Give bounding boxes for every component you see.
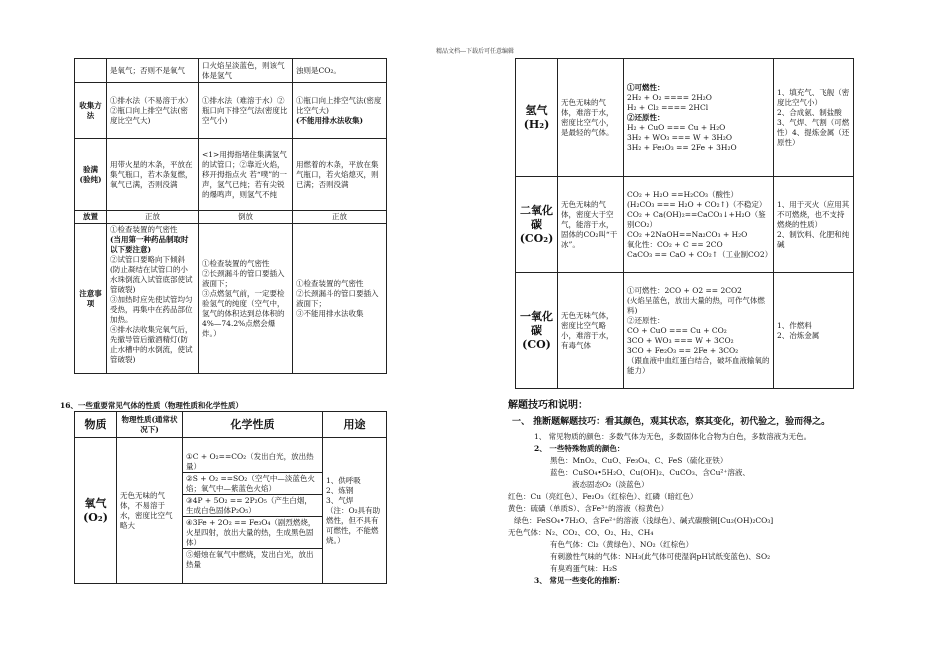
h2-chem-2: 2H₂ + O₂ ==== 2H₂O bbox=[627, 92, 712, 102]
section-16-title: 16、一些重要常见气体的性质（物理性质和化学性质） bbox=[60, 401, 243, 410]
note-o2-4: ③加热时应先使试管均匀受热，再集中在药品部位加热。 bbox=[110, 295, 193, 324]
tips-red: 红色：Cu（亮红色）、Fe₂O₃（红棕色）、红磷（暗红色） bbox=[508, 492, 698, 501]
top-o2: 是氧气；否则不是氧气 bbox=[107, 59, 199, 83]
co-name: 一氧化碳(CO) bbox=[516, 273, 558, 389]
tips-title: 解题技巧和说明： bbox=[508, 400, 588, 411]
tips-item3: 3、 常见一些变化的推断： bbox=[534, 576, 625, 585]
hdr-use: 用途 bbox=[323, 412, 387, 438]
co-use-1: 1、作燃料 bbox=[777, 320, 812, 330]
co2-use-1: 1、用于灭火（应用其不可燃烧，也不支持燃烧的性质） bbox=[777, 199, 850, 229]
note-co2-2: ②长颈漏斗的管口要插入液面下； bbox=[296, 288, 379, 308]
co-chem-6: 3CO + Fe₂O₃ == 2Fe + 3CO₂ bbox=[627, 345, 739, 355]
h2-use-2: 2、合成氨、制盐酸 bbox=[777, 107, 842, 117]
h2-name: 氢气(H₂) bbox=[516, 59, 558, 177]
co2-use-2: 2、制饮料、化肥和纯碱 bbox=[777, 229, 850, 249]
note-o2-1: ①检查装置的气密性 bbox=[110, 225, 178, 234]
tips-item2: 2、 一些特殊物质的颜色： bbox=[534, 444, 625, 453]
tips-green: 绿色：FeSO₄•7H₂O、含Fe²⁺的溶液（浅绿色）、碱式碳酸铜[Cu₂(OH)₂CO₃] bbox=[514, 516, 774, 525]
co2-phys: 无色无味的气体，密度大于空气，能溶于水，固体的CO₂叫“干冰”。 bbox=[558, 177, 624, 273]
co-use-2: 2、冶炼金属 bbox=[777, 330, 820, 340]
o2-chem-3: ③4P + 5O₂ == 2P₂O₅（产生白烟，生成白色固体P₂O₅） bbox=[183, 495, 322, 517]
note-h2-3: ③点燃氢气前，一定要检验氢气的纯度（空气中，氢气的体积达到总体积的4%—74.2%点燃会爆炸。） bbox=[202, 288, 285, 338]
collect-h2: ①排水法（难溶于水）②瓶口向下排空气法(密度比空气小) bbox=[199, 83, 293, 139]
check-o2: 用带火星的木条，平放在集气瓶口，若木条复燃，氧气已满，否则没满 bbox=[107, 139, 199, 211]
h2-chem-1: ①可燃性： bbox=[627, 82, 665, 92]
gas-props-table-right bbox=[515, 58, 854, 389]
collect-label: 收集方法 bbox=[75, 83, 107, 139]
co-chem-1: ①可燃性：2CO + O2 == 2CO2 bbox=[627, 285, 742, 295]
h2-chem-5: H₂ + CuO === Cu + H₂O bbox=[627, 122, 726, 132]
place-label: 放置 bbox=[75, 211, 107, 224]
tips-section bbox=[508, 400, 938, 587]
notes-label: 注意事项 bbox=[75, 224, 107, 374]
co-chem-7: （跟血液中血红蛋白结合，破坏血液输氧的能力） bbox=[627, 355, 770, 375]
o2-use-2: 2、炼钢 bbox=[326, 485, 354, 495]
h2-phys: 无色无味的气体，难溶于水，密度比空气小，是最轻的气体。 bbox=[558, 59, 624, 177]
co2-chem-1: CO₂ + H₂O ==H₂CO₃（酸性） bbox=[627, 189, 739, 199]
hdr-substance: 物质 bbox=[75, 412, 117, 438]
co-chem-3: ②还原性： bbox=[627, 315, 665, 325]
note-co2-3: ③不能用排水法收集 bbox=[296, 308, 364, 318]
collect-o2: ①排水法（不易溶于水）②瓶口向上排空气法(密度比空气大) bbox=[107, 83, 199, 139]
note-co2-1: ①检查装置的气密性 bbox=[296, 278, 364, 288]
h2-use-3: 3、气焊、气割（可燃性）4、提炼金属（还原性） bbox=[777, 117, 850, 147]
page-header: 精品文档---下载后可任意编辑 bbox=[435, 48, 515, 55]
o2-use-3: 3、气焊 bbox=[326, 495, 354, 505]
co2-chem-6: CaCO₃ == CaO + CO₂↑（工业制CO2） bbox=[627, 249, 773, 259]
hdr-physical: 物理性质(通常状况下) bbox=[117, 412, 183, 438]
note-o2-5: ④排水法收集完氧气后，先撤导管后撤酒精灯(防止水槽中的水倒流，使试管破裂) bbox=[110, 325, 193, 364]
co-chem-5: 3CO + WO₃ === W + 3CO₂ bbox=[627, 335, 734, 345]
check-co2: 用燃着的木条，平放在集气瓶口，若火焰熄灭，则已满；否则没满 bbox=[293, 139, 387, 211]
tips-colorless: 无色气体：N₂、CO₂、CO、O₂、H₂、CH₄ bbox=[508, 528, 654, 537]
o2-phys: 无色无味的气体，不易溶于水，密度比空气略大 bbox=[117, 438, 183, 584]
tips-item1: 1、 常见物质的颜色：多数气体为无色，多数固体化合物为白色，多数溶液为无色。 bbox=[534, 432, 812, 441]
tips-black: 黑色：MnO₂、CuO、Fe₃O₄、C、FeS（硫化亚铁） bbox=[550, 456, 728, 465]
tips-line1: 一、 推断题解题技巧：看其颜色，观其状态，察其变化，初代验之，验而得之。 bbox=[512, 417, 831, 427]
h2-chem-4: ②还原性： bbox=[627, 112, 665, 122]
check-h2: <1>用拇指堵住集满氢气的试管口；②靠近火焰，移开拇指点火 若“噗”的一声，氢气已纯；若有尖锐的爆鸣声，则氢气不纯 bbox=[199, 139, 293, 211]
tips-egg: 有臭鸡蛋气味：H₂S bbox=[550, 564, 618, 573]
tips-colored: 有色气体：Cl₂（黄绿色）、NO₂（红棕色） bbox=[550, 540, 694, 549]
o2-name: 氧气(O₂) bbox=[75, 438, 117, 584]
co-chem-2: (火焰呈蓝色，放出大量的热，可作气体燃料) bbox=[627, 295, 765, 315]
note-h2-1: ①检查装置的气密性 bbox=[202, 258, 270, 268]
co2-chem-4: CO₂ +2NaOH==Na₂CO₃ + H₂O bbox=[627, 229, 748, 239]
o2-chem-1: ①C + O₂==CO₂（发出白光，放出热量） bbox=[183, 451, 322, 473]
h2-chem-7: 3H₂ + Fe₂O₃ == 2Fe + 3H₂O bbox=[627, 142, 737, 152]
collect-co2: ①瓶口向上排空气法(密度比空气大) bbox=[296, 95, 382, 115]
h2-chem-3: H₂ + Cl₂ ==== 2HCl bbox=[627, 102, 709, 112]
note-h2-2: ②长颈漏斗的管口要插入液面下； bbox=[202, 268, 285, 288]
note-o2-3: ②试管口要略向下倾斜(防止凝结在试管口的小水珠倒流入试管底部使试管破裂) bbox=[110, 255, 193, 294]
o2-use-1: 1、供呼吸 bbox=[326, 475, 361, 485]
place-co2: 正放 bbox=[293, 211, 387, 224]
o2-chem-2: ②S + O₂ ==SO₂（空气中—淡蓝色火焰；氧气中—紫蓝色火焰） bbox=[183, 473, 322, 495]
co2-name: 二氧化碳(CO₂) bbox=[516, 177, 558, 273]
o2-chem-5: ⑤蜡烛在氧气中燃烧，发出白光，放出热量 bbox=[186, 549, 314, 569]
co2-chem-5: 氧化性：CO₂ + C == 2CO bbox=[627, 239, 723, 249]
place-o2: 正放 bbox=[107, 211, 199, 224]
o2-use-4: （注：O₂具有助燃性，但不具有可燃性，不能燃烧。） bbox=[326, 505, 381, 545]
h2-use-1: 1、填充气、飞舰（密度比空气小） bbox=[777, 87, 850, 107]
collect-co2-note: (不能用排水法收集) bbox=[296, 115, 364, 125]
tips-blue2: 液态固态O₂（淡蓝色） bbox=[572, 480, 649, 489]
top-co2: 浊则是CO₂。 bbox=[293, 59, 387, 83]
note-o2-2: (当用第一种药品制取时以下要注意) bbox=[110, 235, 189, 254]
gas-props-table bbox=[74, 411, 387, 584]
co-phys: 无色无味气体，密度比空气略小，难溶于水，有毒气体 bbox=[558, 273, 624, 389]
hdr-chemical: 化学性质 bbox=[183, 412, 323, 438]
o2-chem-4: ④3Fe + 2O₂ == Fe₃O₄（剧烈燃烧，火星四射，放出大量的热，生成黑色固体） bbox=[183, 517, 322, 549]
tips-yellow: 黄色：硫磺（单质S）、含Fe³⁺的溶液（棕黄色） bbox=[508, 504, 669, 513]
tips-blue: 蓝色：CuSO₄•5H₂O、Cu(OH)₂、CuCO₃、含Cu²⁺溶液、 bbox=[550, 468, 750, 477]
gas-prep-table bbox=[74, 58, 387, 374]
check-label: 验满(验纯) bbox=[75, 139, 107, 211]
co2-chem-2: (H₂CO₃ === H₂O + CO₂↑)（不稳定） bbox=[627, 199, 767, 209]
top-h2: 口火焰呈淡蓝色，则该气体是氢气 bbox=[199, 59, 293, 83]
place-h2: 倒放 bbox=[199, 211, 293, 224]
co2-chem-3: CO₂ + Ca(OH)₂==CaCO₃↓+H₂O（鉴别CO₂） bbox=[627, 209, 766, 229]
h2-chem-6: 3H₂ + WO₃ === W + 3H₂O bbox=[627, 132, 733, 142]
tips-smell: 有刺激性气味的气体：NH₃(此气体可使湿润pH试纸变蓝色)、SO₂ bbox=[550, 552, 771, 561]
co-chem-4: CO + CuO === Cu + CO₂ bbox=[627, 325, 727, 335]
